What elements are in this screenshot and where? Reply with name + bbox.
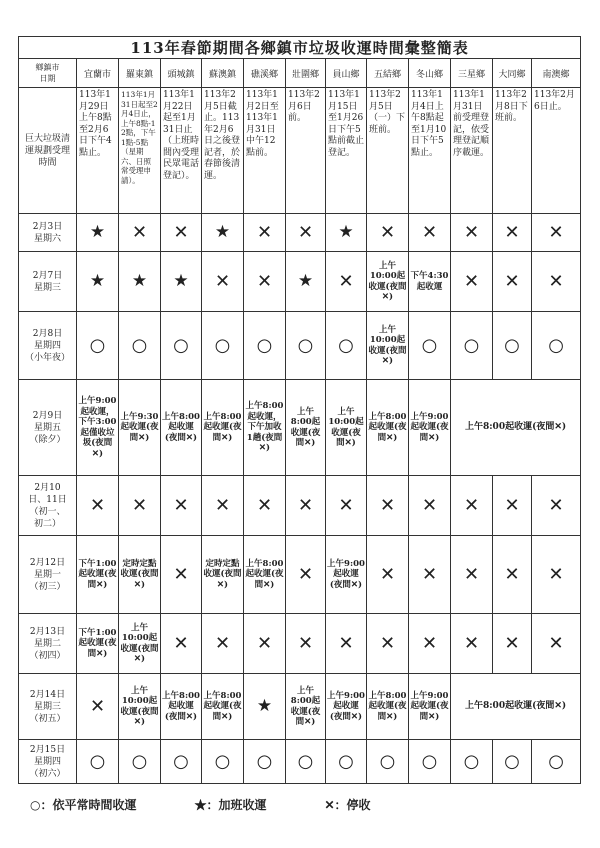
policy-cell: 113年1月15日至1月26日下午5點前截止登記。 xyxy=(326,88,367,214)
schedule-note: 上午10:00起收運(夜間✕) xyxy=(119,614,161,674)
date-cell: 2月10 日、11日 （初一、 初二） xyxy=(19,476,77,536)
stop-icon: ✕ xyxy=(286,536,326,614)
stop-icon: ✕ xyxy=(409,476,451,536)
date-row xyxy=(19,380,581,476)
schedule-note: 上午10:00起收運(夜間✕) xyxy=(326,380,367,476)
normal-icon: ○ xyxy=(326,740,367,784)
date-row xyxy=(19,740,581,784)
normal-icon: ○ xyxy=(286,312,326,380)
stop-icon: ✕ xyxy=(244,214,286,252)
policy-cell: 113年2月8日下班前。 xyxy=(493,88,532,214)
stop-icon: ✕ xyxy=(451,614,493,674)
corner-cell xyxy=(19,59,77,88)
policy-cell: 113年1月31日起至2月4日止，上午8點-12點，下午1點-5點（星期六、日照常受理申請）。 xyxy=(119,88,161,214)
town-header: 大同鄉 xyxy=(493,59,532,88)
schedule-note: 上午9:30起收運(夜間✕) xyxy=(119,380,161,476)
schedule-note: 上午10:00起收運(夜間✕) xyxy=(367,312,409,380)
schedule-note: 上午9:00起收運(夜間✕) xyxy=(326,674,367,740)
stop-icon: ✕ xyxy=(532,476,581,536)
town-header: 羅東鎮 xyxy=(119,59,161,88)
normal-icon: ○ xyxy=(119,312,161,380)
schedule-note: 上午8:00起收運(夜間✕) xyxy=(244,536,286,614)
policy-cell: 113年1月22日起至1月31日止（上班時間內受理民眾電話登記）。 xyxy=(161,88,202,214)
town-header: 礁溪鄉 xyxy=(244,59,286,88)
stop-icon: ✕ xyxy=(532,614,581,674)
normal-icon: ○ xyxy=(286,740,326,784)
town-header: 冬山鄉 xyxy=(409,59,451,88)
stop-icon: ✕ xyxy=(161,536,202,614)
policy-cell: 113年2月6日前。 xyxy=(286,88,326,214)
schedule-note: 上午8:00起收運，下午加收1趟(夜間✕) xyxy=(244,380,286,476)
normal-icon: ○ xyxy=(244,740,286,784)
normal-icon: ○ xyxy=(493,740,532,784)
stop-icon: ✕ xyxy=(161,214,202,252)
stop-icon: ✕ xyxy=(493,536,532,614)
schedule-sheet xyxy=(18,36,580,784)
policy-cell: 113年1月31日前受理登記，依受理登記順序載運。 xyxy=(451,88,493,214)
stop-icon: ✕ xyxy=(367,614,409,674)
date-row xyxy=(19,614,581,674)
policy-cell: 113年2月5日截止。113年2月6日之後登記者，於春節後清運。 xyxy=(202,88,244,214)
schedule-note: 上午10:00起收運(夜間✕) xyxy=(119,674,161,740)
stop-icon: ✕ xyxy=(244,476,286,536)
legend-extra: ★：加班收運 xyxy=(194,798,267,812)
normal-icon: ○ xyxy=(77,740,119,784)
stop-icon: ✕ xyxy=(202,614,244,674)
extra-icon: ★ xyxy=(77,252,119,312)
stop-icon: ✕ xyxy=(367,476,409,536)
legend-stop: ✕：停收 xyxy=(324,798,371,812)
stop-icon: ✕ xyxy=(77,674,119,740)
extra-icon: ★ xyxy=(244,674,286,740)
stop-icon: ✕ xyxy=(493,214,532,252)
normal-icon: ○ xyxy=(161,312,202,380)
schedule-note: 上午9:00起收運，下午3:00起僅收垃圾(夜間✕) xyxy=(77,380,119,476)
stop-icon: ✕ xyxy=(493,252,532,312)
date-cell: 2月8日 星期四 （小年夜） xyxy=(19,312,77,380)
town-header: 南澳鄉 xyxy=(532,59,581,88)
extra-icon: ★ xyxy=(161,252,202,312)
header-row xyxy=(19,59,581,88)
normal-icon: ○ xyxy=(451,740,493,784)
normal-icon: ○ xyxy=(244,312,286,380)
stop-icon: ✕ xyxy=(493,476,532,536)
stop-icon: ✕ xyxy=(451,214,493,252)
schedule-note-merged: 上午8:00起收運(夜間✕) xyxy=(451,674,581,740)
schedule-note: 上午10:00起收運(夜間✕) xyxy=(367,252,409,312)
extra-icon: ★ xyxy=(202,214,244,252)
normal-icon: ○ xyxy=(202,312,244,380)
stop-icon: ✕ xyxy=(326,252,367,312)
schedule-note: 上午8:00起收運(夜間✕) xyxy=(367,380,409,476)
date-cell: 2月12日 星期一 （初三） xyxy=(19,536,77,614)
policy-cell: 113年1月4日上午8點起至1月10日下午5點止。 xyxy=(409,88,451,214)
town-header: 壯圍鄉 xyxy=(286,59,326,88)
schedule-table xyxy=(18,36,581,784)
schedule-note: 上午8:00起收運(夜間✕) xyxy=(367,674,409,740)
normal-icon: ○ xyxy=(532,312,581,380)
date-cell: 2月13日 星期二 （初四） xyxy=(19,614,77,674)
stop-icon: ✕ xyxy=(532,214,581,252)
normal-icon: ○ xyxy=(409,312,451,380)
stop-icon: ✕ xyxy=(161,614,202,674)
stop-icon: ✕ xyxy=(451,476,493,536)
schedule-note: 上午9:00起收運(夜間✕) xyxy=(409,380,451,476)
date-row xyxy=(19,476,581,536)
stop-icon: ✕ xyxy=(367,536,409,614)
schedule-note: 定時定點收運(夜間✕) xyxy=(119,536,161,614)
stop-icon: ✕ xyxy=(451,536,493,614)
schedule-note: 定時定點收運(夜間✕) xyxy=(202,536,244,614)
schedule-note: 下午4:30起收運 xyxy=(409,252,451,312)
stop-icon: ✕ xyxy=(119,214,161,252)
schedule-note: 上午9:00起收運(夜間✕) xyxy=(409,674,451,740)
date-cell: 2月3日 星期六 xyxy=(19,214,77,252)
normal-icon: ○ xyxy=(532,740,581,784)
schedule-note: 上午8:00起收運(夜間✕) xyxy=(161,380,202,476)
normal-icon: ○ xyxy=(409,740,451,784)
stop-icon: ✕ xyxy=(161,476,202,536)
stop-icon: ✕ xyxy=(202,476,244,536)
stop-icon: ✕ xyxy=(532,536,581,614)
extra-icon: ★ xyxy=(77,214,119,252)
stop-icon: ✕ xyxy=(493,614,532,674)
schedule-note-merged: 上午8:00起收運(夜間✕) xyxy=(451,380,581,476)
stop-icon: ✕ xyxy=(451,252,493,312)
extra-icon: ★ xyxy=(286,252,326,312)
stop-icon: ✕ xyxy=(244,252,286,312)
date-cell: 2月14日 星期三 （初五） xyxy=(19,674,77,740)
date-cell: 2月15日 星期四 （初六） xyxy=(19,740,77,784)
stop-icon: ✕ xyxy=(532,252,581,312)
town-header: 員山鄉 xyxy=(326,59,367,88)
stop-icon: ✕ xyxy=(286,214,326,252)
date-row xyxy=(19,312,581,380)
legend xyxy=(30,796,570,816)
extra-icon: ★ xyxy=(119,252,161,312)
normal-icon: ○ xyxy=(119,740,161,784)
town-header: 五結鄉 xyxy=(367,59,409,88)
stop-icon: ✕ xyxy=(119,476,161,536)
normal-icon: ○ xyxy=(451,312,493,380)
stop-icon: ✕ xyxy=(77,476,119,536)
normal-icon: ○ xyxy=(326,312,367,380)
stop-icon: ✕ xyxy=(367,214,409,252)
legend-normal: ○：依平常時間收運 xyxy=(30,798,137,812)
schedule-note: 上午8:00起收運(夜間✕) xyxy=(202,380,244,476)
policy-cell: 113年2月5日（一）下班前。 xyxy=(367,88,409,214)
policy-row xyxy=(19,88,581,214)
date-cell: 2月7日 星期三 xyxy=(19,252,77,312)
normal-icon: ○ xyxy=(77,312,119,380)
normal-icon: ○ xyxy=(202,740,244,784)
normal-icon: ○ xyxy=(161,740,202,784)
stop-icon: ✕ xyxy=(326,614,367,674)
town-header: 三星鄉 xyxy=(451,59,493,88)
policy-cell: 113年1月29日上午8點至2月6日下午4點止。 xyxy=(77,88,119,214)
date-cell: 2月9日 星期五 （除夕） xyxy=(19,380,77,476)
schedule-note: 上午8:00起收運(夜間✕) xyxy=(286,380,326,476)
page-title: 113年春節期間各鄉鎮市垃圾收運時間彙整簡表 xyxy=(19,37,581,59)
town-header: 蘇澳鎮 xyxy=(202,59,244,88)
schedule-note: 下午1:00起收運(夜間✕) xyxy=(77,614,119,674)
schedule-note: 下午1:00起收運(夜間✕) xyxy=(77,536,119,614)
town-header: 頭城鎮 xyxy=(161,59,202,88)
stop-icon: ✕ xyxy=(409,614,451,674)
schedule-note: 上午9:00起收運(夜間✕) xyxy=(326,536,367,614)
date-row xyxy=(19,252,581,312)
corner-town-label: 鄉鎮市 xyxy=(35,63,60,72)
stop-icon: ✕ xyxy=(244,614,286,674)
policy-label: 巨大垃圾清運規劃受理時間 xyxy=(19,88,77,214)
extra-icon: ★ xyxy=(326,214,367,252)
date-row xyxy=(19,536,581,614)
stop-icon: ✕ xyxy=(202,252,244,312)
stop-icon: ✕ xyxy=(409,536,451,614)
schedule-note: 上午8:00起收運(夜間✕) xyxy=(202,674,244,740)
schedule-note: 上午8:00起收運(夜間✕) xyxy=(286,674,326,740)
normal-icon: ○ xyxy=(367,740,409,784)
corner-date-label: 日期 xyxy=(39,74,56,83)
stop-icon: ✕ xyxy=(286,476,326,536)
stop-icon: ✕ xyxy=(409,214,451,252)
normal-icon: ○ xyxy=(493,312,532,380)
town-header: 宜蘭市 xyxy=(77,59,119,88)
date-row xyxy=(19,214,581,252)
stop-icon: ✕ xyxy=(326,476,367,536)
schedule-note: 上午8:00起收運(夜間✕) xyxy=(161,674,202,740)
date-row xyxy=(19,674,581,740)
stop-icon: ✕ xyxy=(286,614,326,674)
policy-cell: 113年2月6日止。 xyxy=(532,88,581,214)
policy-cell: 113年1月2日至113年1月31日中午12點前。 xyxy=(244,88,286,214)
